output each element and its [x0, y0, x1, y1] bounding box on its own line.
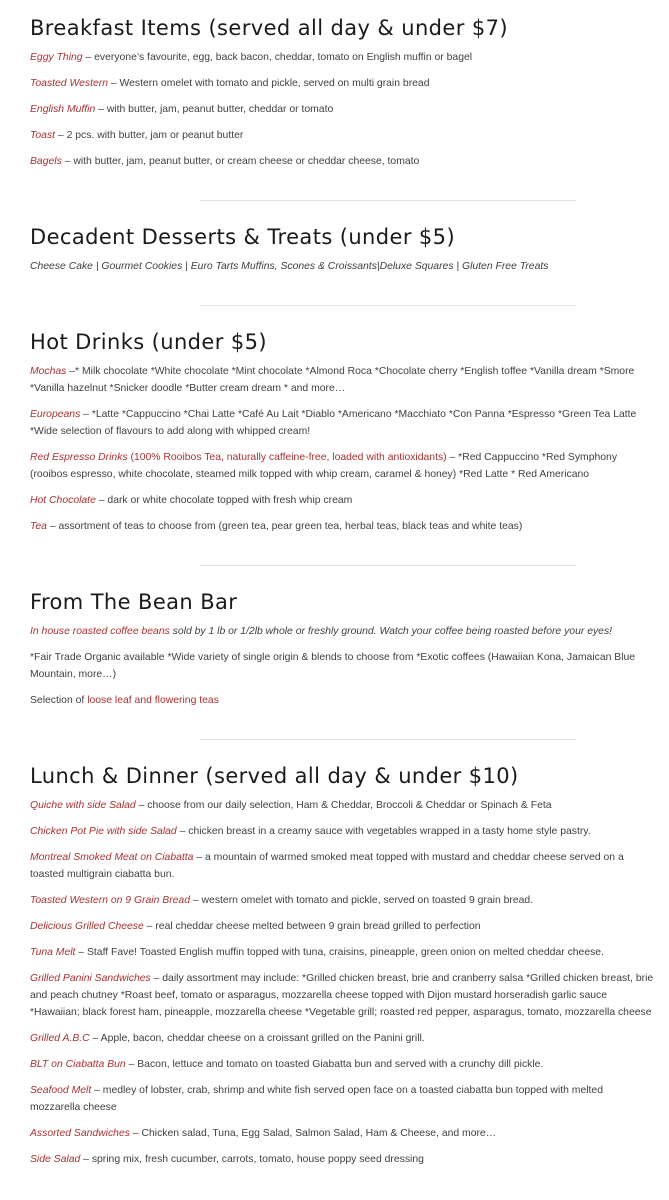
- hot-drinks-heading: Hot Drinks (under $5): [30, 330, 267, 354]
- menu-item: [30, 406, 655, 440]
- bean-bar-text: sold by 1 lb or 1/2lb whole or freshly ground. Watch your coffee being roasted before your eyes!: [169, 626, 613, 637]
- menu-item-desc: – dark or white chocolate topped with fresh whip cream: [95, 495, 353, 506]
- menu-item: [30, 1030, 655, 1047]
- menu-item-name: Bagels: [30, 156, 62, 167]
- menu-item-name: Toast: [30, 130, 56, 141]
- menu-item-name: Toasted Western: [30, 78, 108, 89]
- teas-link[interactable]: loose leaf and flowering teas: [87, 695, 219, 706]
- menu-item-note: (100% Rooibos Tea, naturally caffeine-free, loaded with antioxidants): [127, 452, 447, 463]
- menu-item: [30, 1151, 655, 1168]
- bean-bar-text: Selection of: [30, 695, 88, 706]
- hot-drinks-section: [30, 328, 655, 535]
- bean-bar-heading: From The Bean Bar: [30, 590, 238, 614]
- menu-item-desc: – chicken breast in a creamy sauce with vegetables wrapped in a tasty home style pastry.: [176, 826, 591, 837]
- menu-item-desc: – 2 pcs. with butter, jam or peanut butter: [55, 130, 244, 141]
- menu-item: [30, 1082, 655, 1116]
- menu-item: [30, 892, 655, 909]
- menu-item-desc: – *Red Cappuccino *Red Symphony (rooibos espresso, white chocolate, steamed milk topped with whip cream, caramel & honey) *Red Latte * Red Americano: [30, 452, 618, 480]
- menu-item: [30, 363, 655, 397]
- menu-item-desc: – real cheddar cheese melted between 9 grain bread grilled to perfection: [143, 921, 481, 932]
- menu-item-name: Chicken Pot Pie with side Salad: [30, 826, 177, 837]
- menu-item: [30, 797, 655, 814]
- breakfast-heading: Breakfast Items (served all day & under $7): [30, 16, 508, 40]
- bean-bar-line: *Fair Trade Organic available *Wide variety of single origin & blends to choose from *Exotic coffees (Hawaiian Kona, Jamaican Blue Mountain, more…): [30, 652, 636, 680]
- menu-item-name: Grilled A.B.C: [30, 1033, 90, 1044]
- menu-item: [30, 823, 655, 840]
- menu-item-desc: – daily assortment may include: *Grilled chicken breast, brie and cranberry salsa *Grilled chicken breast, brie and peach chutney *Roast beef, tomato or asparagus, mozzarella cheese topped with Dijon mustard horseradish garlic sauce *Hawaiian; black forest ham, pineapple, mozzarella cheese *Vegetable grill; roasted red pepper, asparagus, tomato, mozzarella cheese: [30, 973, 654, 1018]
- menu-item-desc: – spring mix, fresh cucumber, carrots, tomato, house poppy seed dressing: [80, 1154, 424, 1165]
- menu-item-name: English Muffin: [30, 104, 96, 115]
- menu-item: [30, 849, 655, 883]
- menu-item-desc: – *Latte *Cappuccino *Chai Latte *Café Au Lait *Diablo *Americano *Macchiato *Con Panna *Espresso *Green Tea Latte *Wide selection of flavours to add along with whipped cream!: [30, 409, 637, 437]
- bean-bar-line: [30, 692, 655, 709]
- menu-item-desc: – assortment of teas to choose from (green tea, pear green tea, herbal teas, black teas and white teas): [46, 521, 523, 532]
- menu-item-name: Grilled Panini Sandwiches: [30, 973, 151, 984]
- menu-item-name: Europeans: [30, 409, 81, 420]
- menu-item: [30, 944, 655, 961]
- menu-item-name: Delicious Grilled Cheese: [30, 921, 144, 932]
- menu-item-name: Eggy Thing: [30, 52, 83, 63]
- menu-item: [30, 970, 655, 1021]
- bean-bar-section: [30, 588, 655, 709]
- menu-item-desc: – Bacon, lettuce and tomato on toasted Giabatta bun and served with a crunchy dill pickle.: [125, 1059, 544, 1070]
- menu-item-name: Montreal Smoked Meat on Ciabatta: [30, 852, 194, 863]
- lunch-section: [30, 762, 655, 1168]
- menu-item-desc: – Western omelet with tomato and pickle, served on multi grain bread: [107, 78, 430, 89]
- bean-bar-line: [30, 623, 655, 640]
- menu-item: [30, 75, 655, 92]
- menu-item-name: Mochas: [30, 366, 67, 377]
- desserts-heading: Decadent Desserts & Treats (under $5): [30, 225, 456, 249]
- menu-item: [30, 518, 655, 535]
- menu-item-name: Tuna Melt: [30, 947, 76, 958]
- menu-item: [30, 101, 655, 118]
- lunch-heading: Lunch & Dinner (served all day & under $10): [30, 764, 519, 788]
- desserts-list: Cheese Cake | Gourmet Cookies | Euro Tarts Muffins, Scones & Croissants|Deluxe Squares | Gluten Free Treats: [30, 261, 549, 272]
- menu-item: [30, 1056, 655, 1073]
- menu-item: [30, 127, 655, 144]
- menu-item: [30, 49, 655, 66]
- menu-item: [30, 918, 655, 935]
- menu-item-name: BLT on Ciabatta Bun: [30, 1059, 126, 1070]
- menu-item-desc: – a mountain of warmed smoked meat topped with mustard and cheddar cheese served on a toasted multigrain ciabatta bun.: [30, 852, 624, 880]
- menu-item-desc: – Staff Fave! Toasted English muffin topped with tuna, craisins, pineapple, green onion on melted cheddar cheese.: [75, 947, 604, 958]
- menu-item-name: Red Espresso Drinks: [30, 452, 128, 463]
- menu-item: [30, 153, 655, 170]
- menu-item-name: Seafood Melt: [30, 1085, 92, 1096]
- menu-item: [30, 1125, 655, 1142]
- menu-item-name: Side Salad: [30, 1154, 81, 1165]
- menu-item-desc: – everyone’s favourite, egg, back bacon, cheddar, tomato on English muffin or bagel: [82, 52, 473, 63]
- menu-item-desc: – with butter, jam, peanut butter, cheddar or tomato: [95, 104, 334, 115]
- roasted-beans-link[interactable]: In house roasted coffee beans: [30, 626, 170, 637]
- menu-item-name: Quiche with side Salad: [30, 800, 136, 811]
- menu-item-desc: –* Milk chocolate *White chocolate *Mint chocolate *Almond Roca *Chocolate cherry *English toffee *Vanilla dream *Smore *Vanilla hazelnut *Snicker doodle *Butter cream dream * and more…: [30, 366, 635, 394]
- menu-item-name: Tea: [30, 521, 47, 532]
- desserts-section: [30, 223, 655, 275]
- menu-item-desc: – western omelet with tomato and pickle, served on toasted 9 grain bread.: [190, 895, 534, 906]
- menu-item-desc: – Chicken salad, Tuna, Egg Salad, Salmon Salad, Ham & Cheese, and more…: [129, 1128, 497, 1139]
- menu-item: [30, 449, 655, 483]
- menu-item: [30, 492, 655, 509]
- menu-item-name: Assorted Sandwiches: [30, 1128, 130, 1139]
- menu-item-name: Hot Chocolate: [30, 495, 96, 506]
- breakfast-section: [30, 14, 655, 170]
- menu-item-desc: – medley of lobster, crab, shrimp and white fish served open face on a toasted ciabatta bun topped with melted mozzarella cheese: [30, 1085, 603, 1113]
- menu-item-name: Toasted Western on 9 Grain Bread: [30, 895, 190, 906]
- menu-item-desc: – with butter, jam, peanut butter, or cream cheese or cheddar cheese, tomato: [61, 156, 420, 167]
- menu-item-desc: – Apple, bacon, cheddar cheese on a croissant grilled on the Panini grill.: [89, 1033, 425, 1044]
- menu-item-desc: – choose from our daily selection, Ham & Cheddar, Broccoli & Cheddar or Spinach & Feta: [135, 800, 552, 811]
